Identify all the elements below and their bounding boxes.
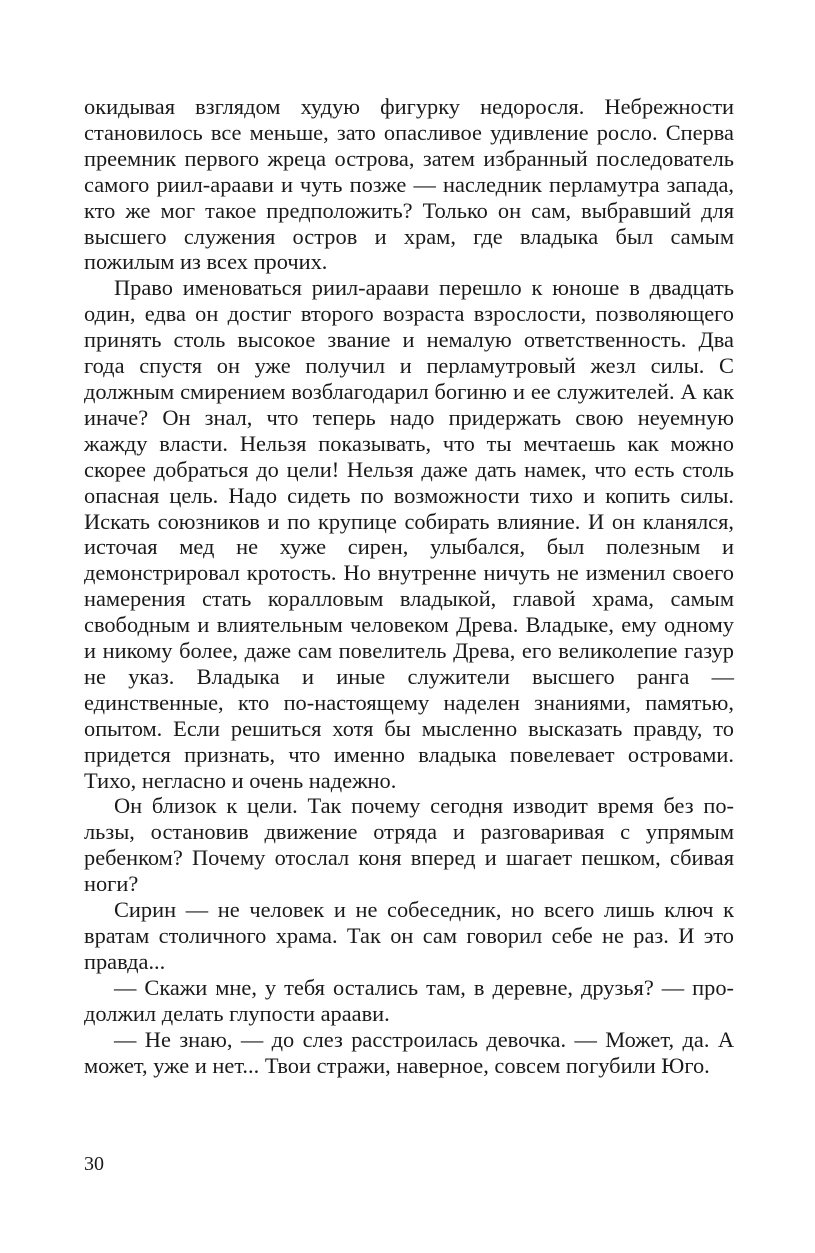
paragraph: Он близок к цели. Так почему сегодня изводит время без пользы, остановив движение отряда и разговаривая с упрямым ребенком? Почему отослал коня вперед и шагает пешком, сбивая ноги? — [84, 793, 734, 897]
paragraph: — Скажи мне, у тебя остались там, в деревне, друзья? — продолжил делать глупости араави. — [84, 974, 734, 1026]
page-number: 30 — [84, 1153, 104, 1175]
paragraph: окидывая взглядом худую фигурку недоросля. Небрежности становилось все меньше, зато опасливое удивление росло. Сперва преемник первого жреца острова, затем избранный последователь самого риил-араави и чуть позже — наследник перламутра запада, кто же мог такое предположить? Только он сам, выбравший для высшего служения остров и храм, где владыка был самым пожилым из всех прочих. — [84, 94, 734, 275]
paragraph: Право именоваться риил-араави перешло к юноше в двадцать один, едва он достиг второго возраста взрослости, позволяющего принять столь высокое звание и немалую ответственность. Два года спустя он уже получил и перламутровый жезл силы. С должным смирением возблагодарил богиню и ее служителей. А как иначе? Он знал, что теперь надо придержать свою неуемную жажду власти. Нельзя показывать, что ты мечтаешь как можно скорее добраться до цели! Нельзя даже дать намек, что есть столь опасная цель. Надо сидеть по возможности тихо и копить силы. Искать союзников и по крупице собирать влияние. И он кланялся, источая мед не хуже сирен, улыбался, был полезным и демонстрировал кротость. Но внутренне ничуть не изменил своего намерения стать коралловым владыкой, главой храма, самым свободным и влиятельным человеком Древа. Владыке, ему одному и никому более, даже сам повелитель Древа, его великолепие газур не указ. Владыка и иные служители высшего ранга — единственные, кто по-настоящему наделен знаниями, памятью, опытом. Если решиться хотя бы мысленно высказать правду, то придется признать, что именно владыка повелевает островами. Тихо, негласно и очень надежно. — [84, 275, 734, 793]
paragraph: — Не знаю, — до слез расстроилась девочка. — Может, да. А может, уже и нет... Твои стражи, наверное, совсем погубили Юго. — [84, 1026, 734, 1078]
body-text — [84, 94, 734, 1078]
paragraph: Сирин — не человек и не собеседник, но всего лишь ключ к вратам столичного храма. Так он сам говорил себе не раз. И это правда... — [84, 897, 734, 974]
